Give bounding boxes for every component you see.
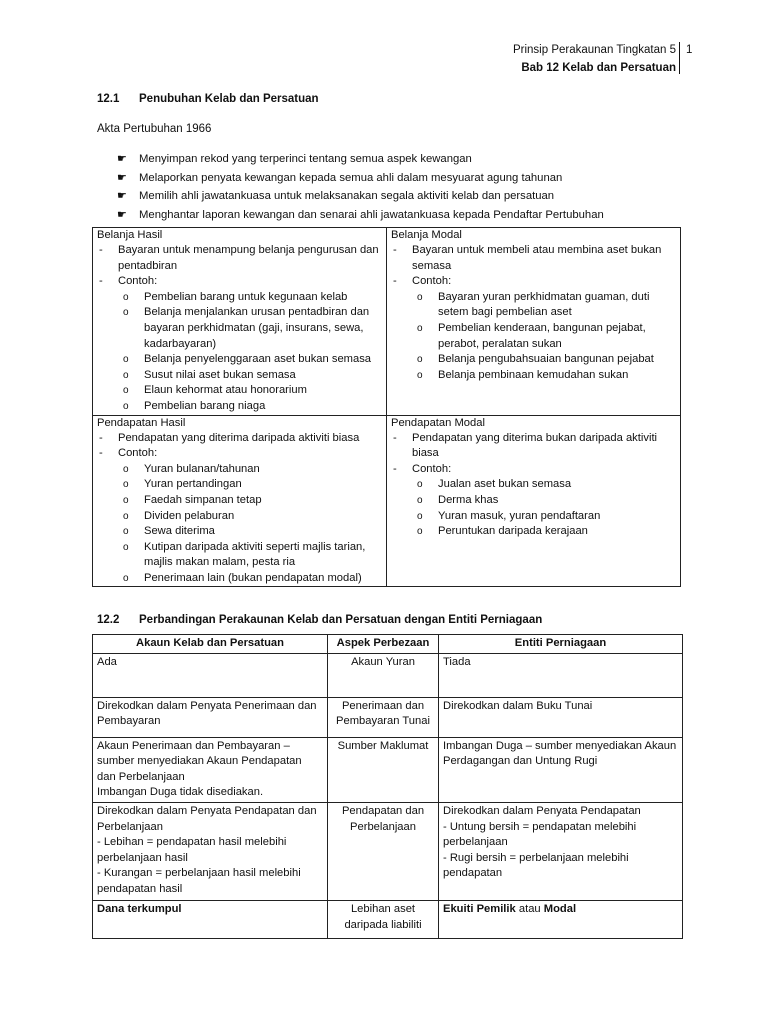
pendapatan-hasil-title: Pendapatan Hasil [97,416,186,429]
section-title: Penubuhan Kelab dan Persatuan [139,93,319,105]
income-expense-table [92,227,681,587]
example-item: o Belanja menjalankan urusan pentadbiran dan bayaran perkhidmatan (gaji, insurans, sewa, kadarbayaran) [97,305,382,352]
list-item-text: Melaporkan penyata kewangan kepada semua ahli dalam mesyuarat agung tahunan [139,171,563,184]
header-divider [679,42,680,74]
cell-text: Direkodkan dalam Buku Tunai [443,699,593,712]
bold-text: Modal [543,902,577,915]
example-item: o Belanja pengubahsuaian bangunan pejabat [391,352,676,368]
contoh-label: - Contoh: [391,462,676,478]
section-heading-12-1 [97,92,319,108]
cell-text: Penerimaan dan Pembayaran Tunai [336,699,430,728]
table-row [93,737,683,802]
example-item: o Belanja pembinaan kemudahan sukan [391,368,676,384]
belanja-modal-title: Belanja Modal [391,229,462,241]
cell-text: - Lebihan = pendapatan hasil melebihi perbelanjaan hasil [97,836,287,864]
table-cell [93,653,328,697]
cell-text: Akaun Yuran [351,655,415,668]
list-item [117,170,604,189]
definition: - Bayaran untuk menampung belanja pengurusan dan pentadbiran [97,243,382,274]
table-cell [439,697,683,737]
definition: - Pendapatan yang diterima bukan daripada aktiviti biasa [391,431,676,462]
table-cell [328,697,439,737]
table-cell [93,697,328,737]
example-item: o Pembelian barang untuk kegunaan kelab [97,290,382,306]
example-item: o Jualan aset bukan semasa [391,477,676,493]
table-cell [93,802,328,900]
pendapatan-hasil-cell [93,415,387,587]
cell-text: Direkodkan dalam Penyata Pendapatan dan Perbelanjaan [97,804,317,833]
section-title: Perbandingan Perakaunan Kelab dan Persatuan dengan Entiti Perniagaan [139,614,543,626]
hand-pointer-icon: ☛ [117,208,127,221]
cell-text: Tiada [443,655,471,668]
example-item: o Penerimaan lain (bukan pendapatan modal) [97,571,382,587]
example-item: o Yuran pertandingan [97,477,382,493]
contoh-label: - Contoh: [391,274,676,290]
requirements-list [117,151,604,225]
hand-pointer-icon: ☛ [117,153,127,166]
cell-text: Imbangan Duga – sumber menyediakan Akaun Perdagangan dan Untung Rugi [443,739,677,768]
cell-text: - Untung bersih = pendapatan melebihi perbelanjaan [443,820,637,849]
cell-text: Imbangan Duga tidak disediakan. [97,786,264,799]
table-cell [328,802,439,900]
example-item: o Belanja penyelenggaraan aset bukan semasa [97,352,382,368]
list-item [117,188,604,207]
connector-text: atau [515,902,544,915]
cell-text: Lebihan aset daripada liabiliti [344,902,422,931]
example-item: o Faedah simpanan tetap [97,493,382,509]
table-cell [439,900,683,938]
list-item [117,151,604,170]
table-row [93,697,683,737]
cell-text: Sumber Maklumat [337,739,429,752]
table-cell [93,737,328,802]
belanja-hasil-title: Belanja Hasil [97,229,163,241]
table-row [93,653,683,697]
list-item-text: Menghantar laporan kewangan dan senarai ahli jawatankuasa kepada Pendaftar Pertubuhan [139,208,604,221]
list-item-text: Memilih ahli jawatankuasa untuk melaksanakan segala aktiviti kelab dan persatuan [139,190,555,203]
table-cell [328,737,439,802]
cell-text: - Rugi bersih = perbelanjaan melebihi pendapatan [443,851,629,880]
table-cell [328,653,439,697]
bold-text: Ekuiti Pemilik [443,902,516,915]
document-title: Prinsip Perakaunan Tingkatan 5 [512,44,676,56]
cell-text: Pendapatan dan Perbelanjaan [341,804,425,833]
pendapatan-modal-cell [387,415,681,587]
chapter-title: Bab 12 Kelab dan Persatuan [521,62,676,74]
example-item: o Yuran bulanan/tahunan [97,462,382,478]
cell-text: Akaun Penerimaan dan Pembayaran – sumber menyediakan Akaun Pendapatan dan Perbelanjaan [97,739,302,783]
example-item: o Dividen pelaburan [97,509,382,525]
table-header-row [93,635,683,654]
belanja-modal-cell [387,228,681,416]
cell-text: Direkodkan dalam Penyata Penerimaan dan Pembayaran [97,699,317,728]
example-item: o Derma khas [391,493,676,509]
cell-text: Ada [97,655,117,668]
hand-pointer-icon: ☛ [117,190,127,203]
definition: - Bayaran untuk membeli atau membina aset bukan semasa [391,243,676,274]
cell-text: Dana terkumpul [97,902,182,915]
column-header: Aspek Perbezaan [328,635,439,654]
table-cell [439,802,683,900]
example-item: o Yuran masuk, yuran pendaftaran [391,509,676,525]
belanja-hasil-cell [93,228,387,416]
column-header: Entiti Perniagaan [439,635,683,654]
hand-pointer-icon: ☛ [117,171,127,184]
section-heading-12-2 [97,613,542,629]
pendapatan-modal-title: Pendapatan Modal [391,416,485,429]
contoh-label: - Contoh: [97,274,382,290]
list-item [117,207,604,226]
example-item: o Elaun kehormat atau honorarium [97,383,382,399]
cell-text: - Kurangan = perbelanjaan hasil melebihi pendapatan hasil [97,867,301,895]
contoh-label: - Contoh: [97,446,382,462]
example-item: o Sewa diterima [97,524,382,540]
column-header: Akaun Kelab dan Persatuan [93,635,328,654]
example-item: o Pembelian kenderaan, bangunan pejabat, perabot, peralatan sukan [391,321,676,352]
example-item: o Susut nilai aset bukan semasa [97,368,382,384]
table-row [93,900,683,938]
table-cell [328,900,439,938]
example-item: o Pembelian barang niaga [97,399,382,415]
table-cell [93,900,328,938]
comparison-table [92,634,683,939]
table-row [93,802,683,900]
list-item-text: Menyimpan rekod yang terperinci tentang semua aspek kewangan [139,153,472,166]
example-item: o Kutipan daripada aktiviti seperti majlis tarian, majlis makan malam, pesta ria [97,540,382,571]
cell-text: Direkodkan dalam Penyata Pendapatan [443,804,641,817]
table-cell [439,737,683,802]
example-item: o Bayaran yuran perkhidmatan guaman, duti setem bagi pembelian aset [391,290,676,321]
cell-text [443,902,678,918]
page-number: 1 [686,44,693,56]
act-name: Akta Pertubuhan 1966 [97,123,212,135]
example-item: o Peruntukan daripada kerajaan [391,524,676,540]
table-cell [439,653,683,697]
section-number: 12.2 [97,614,120,626]
definition: - Pendapatan yang diterima daripada aktiviti biasa [97,431,382,447]
section-number: 12.1 [97,93,120,105]
